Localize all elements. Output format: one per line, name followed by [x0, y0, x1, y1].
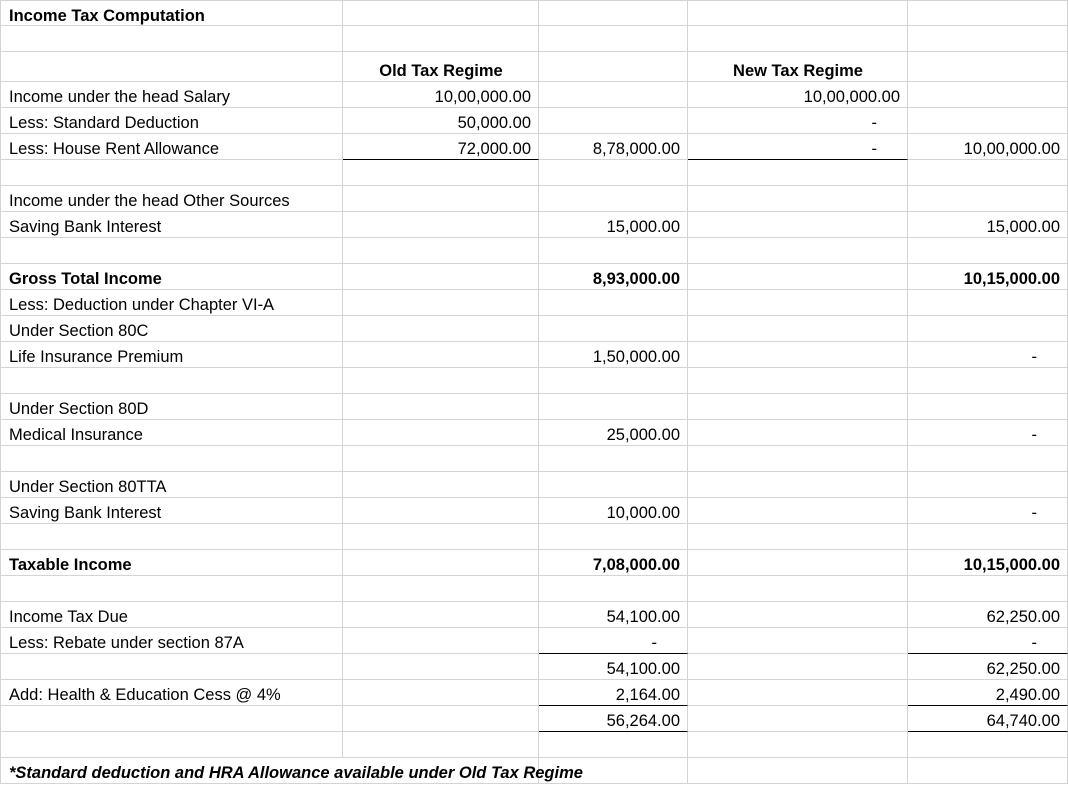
row-sb-interest	[0, 498, 1068, 524]
cell[interactable]	[343, 732, 539, 758]
cell[interactable]	[908, 758, 1068, 784]
cell[interactable]	[0, 576, 343, 602]
taxable-label[interactable]: Taxable Income	[0, 550, 343, 576]
medical-label[interactable]: Medical Insurance	[0, 420, 343, 446]
tax-due-label[interactable]: Income Tax Due	[0, 602, 343, 628]
cell[interactable]	[343, 550, 539, 576]
cell[interactable]	[343, 680, 539, 706]
cell[interactable]	[688, 732, 908, 758]
hra-label[interactable]: Less: House Rent Allowance	[0, 134, 343, 160]
cell[interactable]	[0, 706, 343, 732]
salary-label[interactable]: Income under the head Salary	[0, 82, 343, 108]
cell[interactable]	[688, 498, 908, 524]
row-empty	[0, 160, 1068, 186]
cell[interactable]	[0, 524, 343, 550]
saving-interest-label[interactable]: Saving Bank Interest	[0, 212, 343, 238]
cell[interactable]	[688, 394, 908, 420]
cell[interactable]	[688, 26, 908, 52]
medical-new[interactable]: -	[908, 420, 1068, 446]
cell[interactable]	[0, 368, 343, 394]
cell[interactable]	[539, 290, 688, 316]
std-deduction-new[interactable]: -	[688, 108, 908, 134]
row-standard-deduction	[0, 108, 1068, 134]
cell[interactable]	[0, 160, 343, 186]
row-title	[0, 0, 1068, 26]
row-salary	[0, 82, 1068, 108]
cell[interactable]	[908, 238, 1068, 264]
row-empty	[0, 576, 1068, 602]
row-gross-total-income	[0, 264, 1068, 290]
cell[interactable]	[539, 0, 688, 26]
cell[interactable]	[688, 602, 908, 628]
cell[interactable]	[539, 524, 688, 550]
other-sources-label[interactable]: Income under the head Other Sources	[0, 186, 343, 212]
cell[interactable]	[688, 446, 908, 472]
row-section-80d	[0, 394, 1068, 420]
saving-interest-old[interactable]: 15,000.00	[539, 212, 688, 238]
cell[interactable]	[343, 26, 539, 52]
cell[interactable]	[908, 394, 1068, 420]
old-regime-header[interactable]: Old Tax Regime	[343, 52, 539, 82]
saving-interest-new[interactable]: 15,000.00	[908, 212, 1068, 238]
cell[interactable]	[908, 186, 1068, 212]
cell[interactable]	[343, 472, 539, 498]
row-income-tax-due	[0, 602, 1068, 628]
sec80d-label[interactable]: Under Section 80D	[0, 394, 343, 420]
row-subtotal	[0, 654, 1068, 680]
cell[interactable]	[343, 628, 539, 654]
std-deduction-label[interactable]: Less: Standard Deduction	[0, 108, 343, 134]
footnote[interactable]: *Standard deduction and HRA Allowance available under Old Tax Regime	[0, 758, 343, 784]
cell[interactable]	[539, 394, 688, 420]
cell[interactable]	[539, 732, 688, 758]
cell[interactable]	[688, 758, 908, 784]
cell[interactable]	[908, 576, 1068, 602]
lic-new[interactable]: -	[908, 342, 1068, 368]
lic-label[interactable]: Life Insurance Premium	[0, 342, 343, 368]
row-cess	[0, 680, 1068, 706]
row-empty	[0, 26, 1068, 52]
total-old[interactable]: 56,264.00	[539, 706, 688, 732]
tax-due-old[interactable]: 54,100.00	[539, 602, 688, 628]
row-chapter-via	[0, 290, 1068, 316]
cell[interactable]	[343, 498, 539, 524]
cell[interactable]	[0, 238, 343, 264]
rebate-new[interactable]: -	[908, 628, 1068, 654]
row-empty	[0, 446, 1068, 472]
row-section-80tta	[0, 472, 1068, 498]
cell[interactable]	[688, 290, 908, 316]
cell[interactable]	[688, 680, 908, 706]
cell[interactable]	[0, 52, 343, 82]
cell[interactable]	[539, 108, 688, 134]
cell[interactable]	[688, 550, 908, 576]
row-section-80c	[0, 316, 1068, 342]
cess-new[interactable]: 2,490.00	[908, 680, 1068, 706]
row-total	[0, 706, 1068, 732]
cell[interactable]	[539, 472, 688, 498]
hra-new[interactable]: -	[688, 134, 908, 160]
cell[interactable]	[908, 52, 1068, 82]
cell[interactable]	[908, 446, 1068, 472]
cell[interactable]	[688, 264, 908, 290]
taxable-old[interactable]: 7,08,000.00	[539, 550, 688, 576]
cell[interactable]	[539, 576, 688, 602]
row-other-sources	[0, 186, 1068, 212]
cess-label[interactable]: Add: Health & Education Cess @ 4%	[0, 680, 343, 706]
cell[interactable]	[688, 628, 908, 654]
row-empty	[0, 238, 1068, 264]
cell[interactable]	[539, 186, 688, 212]
lic-old[interactable]: 1,50,000.00	[539, 342, 688, 368]
cell[interactable]	[688, 212, 908, 238]
rebate-label[interactable]: Less: Rebate under section 87A	[0, 628, 343, 654]
cell[interactable]	[343, 212, 539, 238]
sb-interest-new[interactable]: -	[908, 498, 1068, 524]
cell[interactable]	[539, 82, 688, 108]
std-deduction-old[interactable]: 50,000.00	[343, 108, 539, 134]
row-empty	[0, 368, 1068, 394]
chapter-via-label[interactable]: Less: Deduction under Chapter VI-A	[0, 290, 343, 316]
cell[interactable]	[908, 524, 1068, 550]
sec80c-label[interactable]: Under Section 80C	[0, 316, 343, 342]
cell[interactable]	[688, 316, 908, 342]
cell[interactable]	[343, 186, 539, 212]
cell[interactable]	[343, 446, 539, 472]
gti-old[interactable]: 8,93,000.00	[539, 264, 688, 290]
cell[interactable]	[908, 732, 1068, 758]
cell[interactable]	[908, 82, 1068, 108]
cell[interactable]	[343, 654, 539, 680]
cell[interactable]	[343, 316, 539, 342]
cell[interactable]	[688, 576, 908, 602]
gti-new[interactable]: 10,15,000.00	[908, 264, 1068, 290]
rebate-old[interactable]: -	[539, 628, 688, 654]
cell[interactable]	[0, 26, 343, 52]
cell[interactable]	[343, 576, 539, 602]
cell[interactable]	[0, 732, 343, 758]
cell[interactable]	[343, 290, 539, 316]
cess-old[interactable]: 2,164.00	[539, 680, 688, 706]
cell[interactable]	[539, 238, 688, 264]
cell[interactable]	[908, 368, 1068, 394]
taxable-new[interactable]: 10,15,000.00	[908, 550, 1068, 576]
subtotal-new[interactable]: 62,250.00	[908, 654, 1068, 680]
hra-old[interactable]: 72,000.00	[343, 134, 539, 160]
row-taxable-income	[0, 550, 1068, 576]
cell[interactable]	[688, 472, 908, 498]
cell[interactable]	[908, 160, 1068, 186]
cell[interactable]	[688, 368, 908, 394]
cell[interactable]	[343, 342, 539, 368]
cell[interactable]	[539, 160, 688, 186]
cell[interactable]	[908, 0, 1068, 26]
salary-old[interactable]: 10,00,000.00	[343, 82, 539, 108]
cell[interactable]	[688, 524, 908, 550]
new-regime-header[interactable]: New Tax Regime	[688, 52, 908, 82]
cell[interactable]	[343, 160, 539, 186]
cell[interactable]	[0, 446, 343, 472]
cell[interactable]	[343, 368, 539, 394]
row-life-insurance	[0, 342, 1068, 368]
sb-interest-label[interactable]: Saving Bank Interest	[0, 498, 343, 524]
cell[interactable]	[343, 394, 539, 420]
sec80tta-label[interactable]: Under Section 80TTA	[0, 472, 343, 498]
cell[interactable]	[0, 654, 343, 680]
row-footnote	[0, 758, 1068, 784]
cell[interactable]	[343, 706, 539, 732]
cell[interactable]	[539, 52, 688, 82]
cell[interactable]	[343, 0, 539, 26]
cell[interactable]	[688, 420, 908, 446]
row-saving-interest	[0, 212, 1068, 238]
cell[interactable]	[539, 316, 688, 342]
gti-label[interactable]: Gross Total Income	[0, 264, 343, 290]
salary-total-new[interactable]: 10,00,000.00	[908, 134, 1068, 160]
total-new[interactable]: 64,740.00	[908, 706, 1068, 732]
row-medical-insurance	[0, 420, 1068, 446]
cell[interactable]	[908, 316, 1068, 342]
sb-interest-old[interactable]: 10,000.00	[539, 498, 688, 524]
cell[interactable]	[343, 264, 539, 290]
cell[interactable]	[343, 238, 539, 264]
row-headers	[0, 52, 1068, 82]
cell[interactable]	[688, 238, 908, 264]
cell[interactable]	[908, 108, 1068, 134]
cell[interactable]	[908, 472, 1068, 498]
medical-old[interactable]: 25,000.00	[539, 420, 688, 446]
cell[interactable]	[688, 186, 908, 212]
row-hra	[0, 134, 1068, 160]
cell[interactable]	[539, 368, 688, 394]
cell[interactable]	[539, 26, 688, 52]
row-rebate	[0, 628, 1068, 654]
cell[interactable]	[343, 524, 539, 550]
salary-total-old[interactable]: 8,78,000.00	[539, 134, 688, 160]
cell[interactable]	[688, 706, 908, 732]
row-empty	[0, 524, 1068, 550]
cell[interactable]	[908, 26, 1068, 52]
cell[interactable]	[688, 0, 908, 26]
sheet-title[interactable]: Income Tax Computation	[0, 0, 343, 26]
cell[interactable]	[688, 654, 908, 680]
cell[interactable]	[343, 602, 539, 628]
subtotal-old[interactable]: 54,100.00	[539, 654, 688, 680]
cell[interactable]	[688, 342, 908, 368]
salary-new[interactable]: 10,00,000.00	[688, 82, 908, 108]
cell[interactable]	[343, 420, 539, 446]
cell[interactable]	[688, 160, 908, 186]
cell[interactable]	[539, 446, 688, 472]
row-empty	[0, 732, 1068, 758]
cell[interactable]	[908, 290, 1068, 316]
tax-due-new[interactable]: 62,250.00	[908, 602, 1068, 628]
